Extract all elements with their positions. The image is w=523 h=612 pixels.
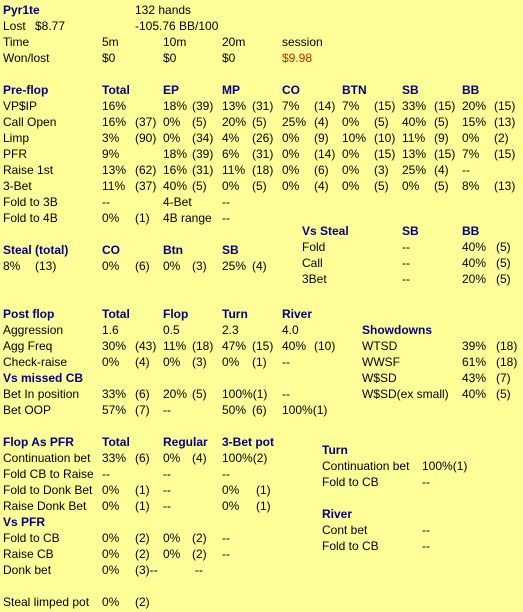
preflop-cell: 0% bbox=[342, 115, 360, 129]
vs-steal-cell: 40% bbox=[462, 256, 487, 270]
preflop-cell: (4) bbox=[314, 179, 329, 193]
vs-missed-cb-title: Vs missed CB bbox=[3, 371, 84, 385]
flop-pfr-row-label: Raise Donk Bet bbox=[3, 499, 87, 513]
showdown-count: (18) bbox=[496, 355, 518, 369]
preflop-cell: (1) bbox=[135, 211, 150, 225]
vs-missed-cell: 100%(1) bbox=[222, 387, 268, 401]
time-col-20m: 20m bbox=[222, 35, 246, 49]
postflop-row-label: Aggression bbox=[3, 323, 64, 337]
preflop-cell: (37) bbox=[135, 115, 157, 129]
preflop-cell: 7% bbox=[282, 99, 300, 113]
flop-pfr-cell: -- bbox=[102, 467, 110, 481]
postflop-cell: 40% bbox=[282, 339, 307, 353]
steal-col-header: CO bbox=[102, 243, 120, 257]
steal-limped-value: 0% bbox=[102, 595, 120, 609]
preflop-col-header: BTN bbox=[342, 83, 367, 97]
vs-pfr-cell: 0% bbox=[102, 531, 120, 545]
vs-missed-row-label: Bet OOP bbox=[3, 403, 52, 417]
preflop-cell: 0% bbox=[163, 115, 181, 129]
preflop-cell: (14) bbox=[314, 147, 336, 161]
vs-missed-cell: 57% bbox=[102, 403, 127, 417]
preflop-cell: 3% bbox=[102, 131, 120, 145]
preflop-cell: 0% bbox=[282, 131, 300, 145]
steal-total-n: (13) bbox=[35, 259, 57, 273]
vs-missed-cell: 50% bbox=[222, 403, 247, 417]
vs-pfr-title: Vs PFR bbox=[3, 515, 46, 529]
flop-pfr-row-label: Fold CB to Raise bbox=[3, 467, 94, 481]
flop-pfr-col-header: 3-Bet pot bbox=[222, 435, 274, 449]
vs-steal-row-label: 3Bet bbox=[302, 272, 327, 286]
vs-missed-cell: -- bbox=[163, 403, 171, 417]
preflop-cell: 4-Bet bbox=[163, 195, 192, 209]
preflop-cell: -- bbox=[462, 163, 470, 177]
preflop-cell: (4) bbox=[314, 115, 329, 129]
preflop-col-header: EP bbox=[163, 83, 180, 97]
steal-col-header: SB bbox=[222, 243, 239, 257]
flop-pfr-title: Flop As PFR bbox=[3, 435, 74, 449]
postflop-cell: (1) bbox=[252, 355, 267, 369]
flop-pfr-cell: 0% bbox=[163, 451, 181, 465]
showdown-value: 61% bbox=[462, 355, 487, 369]
postflop-cell: 11% bbox=[163, 339, 187, 353]
vs-steal-cell: (5) bbox=[496, 256, 511, 270]
preflop-cell: (5) bbox=[252, 179, 267, 193]
vs-pfr-cell: (2) bbox=[192, 547, 207, 561]
preflop-col-header: BB bbox=[462, 83, 480, 97]
preflop-cell: (5) bbox=[434, 179, 449, 193]
vs-steal-cell: (5) bbox=[496, 240, 511, 254]
preflop-row-label: Limp bbox=[3, 131, 30, 145]
steal-limped-count: (2) bbox=[135, 595, 150, 609]
postflop-cell: 0% bbox=[163, 355, 181, 369]
turn-title: Turn bbox=[322, 443, 348, 457]
preflop-cell: 0% bbox=[222, 179, 240, 193]
wonlost-10m: $0 bbox=[163, 51, 177, 65]
flop-pfr-cell: (1) bbox=[135, 483, 150, 497]
steal-cell: (3) bbox=[192, 259, 207, 273]
vs-pfr-cell: 0% bbox=[163, 531, 181, 545]
player-name: Pyr1te bbox=[3, 3, 40, 17]
preflop-cell: 18% bbox=[163, 147, 188, 161]
vs-pfr-cell: (2) bbox=[135, 531, 150, 545]
preflop-cell: (31) bbox=[192, 163, 214, 177]
postflop-title: Post flop bbox=[3, 307, 55, 321]
steal-title: Steal (total) bbox=[3, 243, 69, 257]
vs-steal-col-header: BB bbox=[462, 224, 480, 238]
bb-per-100: -105.76 BB/100 bbox=[135, 19, 219, 33]
preflop-cell: (37) bbox=[135, 179, 157, 193]
preflop-cell: 0% bbox=[282, 179, 300, 193]
showdowns-title: Showdowns bbox=[362, 323, 432, 337]
preflop-cell: (5) bbox=[192, 115, 207, 129]
postflop-cell: (10) bbox=[314, 339, 336, 353]
vs-steal-title: Vs Steal bbox=[302, 224, 349, 238]
flop-pfr-row-label: Fold to Donk Bet bbox=[3, 483, 93, 497]
preflop-cell: 11% bbox=[402, 131, 426, 145]
preflop-row-label: Raise 1st bbox=[3, 163, 54, 177]
postflop-cell: 0% bbox=[102, 355, 120, 369]
preflop-cell: (5) bbox=[434, 115, 449, 129]
flop-pfr-cell: 0% bbox=[102, 499, 120, 513]
preflop-cell: (13) bbox=[494, 115, 516, 129]
river-row-label: Cont bet bbox=[322, 523, 368, 537]
preflop-cell: (9) bbox=[314, 131, 329, 145]
flop-pfr-col-header: Regular bbox=[163, 435, 208, 449]
river-row-value: -- bbox=[422, 523, 430, 537]
postflop-col-header: Total bbox=[102, 307, 130, 321]
flop-pfr-cell: -- bbox=[163, 499, 171, 513]
steal-cell: (4) bbox=[252, 259, 267, 273]
vs-steal-cell: -- bbox=[402, 256, 410, 270]
preflop-cell: 16% bbox=[102, 99, 127, 113]
preflop-cell: (39) bbox=[192, 147, 214, 161]
preflop-cell: 40% bbox=[163, 179, 188, 193]
time-label: Time bbox=[3, 35, 30, 49]
preflop-cell: 0% bbox=[282, 147, 300, 161]
preflop-col-header: CO bbox=[282, 83, 300, 97]
preflop-cell: 33% bbox=[402, 99, 427, 113]
vs-steal-cell: -- bbox=[402, 272, 410, 286]
preflop-cell: 25% bbox=[282, 115, 307, 129]
vs-missed-cell: (6) bbox=[135, 387, 150, 401]
flop-pfr-cell: 0% bbox=[222, 499, 240, 513]
preflop-cell: 0% bbox=[342, 179, 360, 193]
vs-missed-cell: 100%(1) bbox=[282, 403, 328, 417]
postflop-cell: 0% bbox=[222, 355, 240, 369]
turn-row-label: Continuation bet bbox=[322, 459, 410, 473]
preflop-cell: (15) bbox=[494, 99, 516, 113]
showdown-count: (5) bbox=[496, 387, 511, 401]
time-col-5m: 5m bbox=[102, 35, 119, 49]
flop-pfr-cell: 0% bbox=[222, 483, 240, 497]
preflop-cell: (14) bbox=[314, 99, 336, 113]
preflop-cell: 10% bbox=[342, 131, 367, 145]
preflop-cell: 8% bbox=[462, 179, 480, 193]
showdown-value: 39% bbox=[462, 339, 487, 353]
preflop-cell: 11% bbox=[222, 163, 246, 177]
postflop-cell: 0.5 bbox=[163, 323, 180, 337]
preflop-cell: 13% bbox=[402, 147, 427, 161]
preflop-cell: 13% bbox=[222, 99, 247, 113]
river-title: River bbox=[322, 507, 353, 521]
preflop-cell: 40% bbox=[402, 115, 427, 129]
preflop-cell: 0% bbox=[342, 147, 360, 161]
postflop-cell: 2.3 bbox=[222, 323, 239, 337]
time-col-session: session bbox=[282, 35, 323, 49]
preflop-cell: (5) bbox=[374, 179, 389, 193]
vs-steal-row-label: Fold bbox=[302, 240, 326, 254]
preflop-title: Pre-flop bbox=[3, 83, 49, 97]
showdown-label: W$SD bbox=[362, 371, 397, 385]
preflop-row-label: VP$IP bbox=[3, 99, 38, 113]
river-row-label: Fold to CB bbox=[322, 539, 379, 553]
preflop-cell: 7% bbox=[462, 147, 480, 161]
preflop-cell: 0% bbox=[102, 211, 120, 225]
preflop-cell: (15) bbox=[434, 147, 456, 161]
preflop-cell: (15) bbox=[494, 147, 516, 161]
flop-pfr-cell: (6) bbox=[135, 451, 150, 465]
turn-row-label: Fold to CB bbox=[322, 475, 379, 489]
postflop-col-header: Flop bbox=[163, 307, 189, 321]
preflop-cell: 11% bbox=[102, 179, 126, 193]
preflop-cell: 25% bbox=[402, 163, 427, 177]
preflop-cell: (5) bbox=[252, 115, 267, 129]
wonlost-5m: $0 bbox=[102, 51, 116, 65]
flop-pfr-cell: (1) bbox=[256, 483, 271, 497]
vs-missed-cell: 20% bbox=[163, 387, 188, 401]
preflop-cell: 0% bbox=[282, 163, 300, 177]
vs-pfr-row-label: Fold to CB bbox=[3, 531, 60, 545]
preflop-cell: 0% bbox=[342, 163, 360, 177]
preflop-cell: 16% bbox=[163, 163, 188, 177]
showdown-label: WWSF bbox=[362, 355, 400, 369]
postflop-cell: (18) bbox=[192, 339, 214, 353]
vs-pfr-cell: -- bbox=[195, 563, 203, 577]
steal-col-header: Btn bbox=[163, 243, 183, 257]
vs-pfr-cell: 0% bbox=[102, 563, 120, 577]
postflop-cell: (4) bbox=[135, 355, 150, 369]
preflop-cell: 18% bbox=[163, 99, 188, 113]
vs-pfr-cell: (2) bbox=[135, 547, 150, 561]
wonlost-20m: $0 bbox=[222, 51, 236, 65]
preflop-cell: (31) bbox=[252, 147, 274, 161]
vs-pfr-row-label: Raise CB bbox=[3, 547, 54, 561]
preflop-col-header: MP bbox=[222, 83, 240, 97]
preflop-cell: 0% bbox=[462, 131, 480, 145]
vs-steal-row-label: Call bbox=[302, 256, 323, 270]
wonlost-label: Won/lost bbox=[3, 51, 50, 65]
postflop-col-header: Turn bbox=[222, 307, 248, 321]
showdown-label: WTSD bbox=[362, 339, 398, 353]
preflop-cell: (9) bbox=[434, 131, 449, 145]
preflop-cell: 13% bbox=[102, 163, 127, 177]
flop-pfr-cell: -- bbox=[163, 483, 171, 497]
steal-cell: 25% bbox=[222, 259, 247, 273]
showdown-label: W$SD(ex small) bbox=[362, 387, 449, 401]
steal-cell: 0% bbox=[102, 259, 120, 273]
showdown-count: (7) bbox=[496, 371, 511, 385]
preflop-cell: 9% bbox=[102, 147, 120, 161]
flop-pfr-col-header: Total bbox=[102, 435, 130, 449]
vs-pfr-cell: -- bbox=[222, 531, 230, 545]
showdown-count: (18) bbox=[496, 339, 518, 353]
preflop-cell: (90) bbox=[135, 131, 157, 145]
preflop-row-label: PFR bbox=[3, 147, 27, 161]
flop-pfr-cell: 0% bbox=[102, 483, 120, 497]
postflop-cell: 1.6 bbox=[102, 323, 119, 337]
preflop-cell: 16% bbox=[102, 115, 127, 129]
postflop-cell: (43) bbox=[135, 339, 157, 353]
preflop-cell: (34) bbox=[192, 131, 214, 145]
preflop-cell: (5) bbox=[374, 115, 389, 129]
postflop-row-label: Check-raise bbox=[3, 355, 68, 369]
preflop-cell: (13) bbox=[494, 179, 516, 193]
vs-missed-cell: (6) bbox=[252, 403, 267, 417]
flop-pfr-cell: -- bbox=[222, 467, 230, 481]
postflop-cell: (3) bbox=[192, 355, 207, 369]
time-col-10m: 10m bbox=[163, 35, 187, 49]
preflop-row-label: 3-Bet bbox=[3, 179, 32, 193]
preflop-cell: (15) bbox=[374, 147, 396, 161]
preflop-cell: (15) bbox=[374, 99, 396, 113]
flop-pfr-cell: -- bbox=[163, 467, 171, 481]
preflop-cell: (2) bbox=[494, 131, 509, 145]
vs-missed-cell: (7) bbox=[135, 403, 150, 417]
flop-pfr-cell: 100%(2) bbox=[222, 451, 268, 465]
preflop-col-header: SB bbox=[402, 83, 419, 97]
vs-pfr-cell: (3)-- bbox=[135, 563, 158, 577]
hand-count: 132 hands bbox=[135, 3, 192, 17]
postflop-row-label: Agg Freq bbox=[3, 339, 53, 353]
vs-pfr-row-label: Donk bet bbox=[3, 563, 52, 577]
steal-cell: (6) bbox=[135, 259, 150, 273]
vs-steal-cell: 40% bbox=[462, 240, 487, 254]
vs-missed-cell: 33% bbox=[102, 387, 127, 401]
preflop-cell: (62) bbox=[135, 163, 157, 177]
preflop-cell: 6% bbox=[222, 147, 240, 161]
preflop-cell: (18) bbox=[252, 163, 274, 177]
preflop-cell: 7% bbox=[342, 99, 360, 113]
vs-pfr-cell: 0% bbox=[102, 547, 120, 561]
postflop-cell: 47% bbox=[222, 339, 247, 353]
preflop-cell: (10) bbox=[374, 131, 396, 145]
flop-pfr-cell: (1) bbox=[256, 499, 271, 513]
vs-missed-cell: (5) bbox=[192, 387, 207, 401]
steal-limped-label: Steal limped pot bbox=[3, 595, 90, 609]
flop-pfr-cell: (1) bbox=[135, 499, 150, 513]
vs-steal-col-header: SB bbox=[402, 224, 419, 238]
flop-pfr-cell: 33% bbox=[102, 451, 127, 465]
preflop-row-label: Fold to 3B bbox=[3, 195, 58, 209]
turn-row-value: -- bbox=[422, 475, 430, 489]
preflop-cell: (4) bbox=[434, 163, 449, 177]
postflop-cell: (15) bbox=[252, 339, 274, 353]
vs-missed-row-label: Bet In position bbox=[3, 387, 80, 401]
vs-steal-cell: (5) bbox=[496, 272, 511, 286]
postflop-cell: 4.0 bbox=[282, 323, 299, 337]
preflop-cell: (31) bbox=[252, 99, 274, 113]
river-row-value: -- bbox=[422, 539, 430, 553]
preflop-cell: (6) bbox=[314, 163, 329, 177]
preflop-cell: -- bbox=[102, 195, 110, 209]
steal-total: 8% bbox=[3, 259, 21, 273]
postflop-col-header: River bbox=[282, 307, 313, 321]
flop-pfr-row-label: Continuation bet bbox=[3, 451, 91, 465]
preflop-cell: (15) bbox=[434, 99, 456, 113]
showdown-value: 43% bbox=[462, 371, 487, 385]
preflop-cell: (39) bbox=[192, 99, 214, 113]
preflop-row-label: Call Open bbox=[3, 115, 57, 129]
preflop-cell: (3) bbox=[374, 163, 389, 177]
preflop-cell: 0% bbox=[402, 179, 420, 193]
postflop-cell: -- bbox=[282, 355, 290, 369]
postflop-cell: 30% bbox=[102, 339, 127, 353]
preflop-cell: 0% bbox=[163, 131, 181, 145]
vs-steal-cell: 20% bbox=[462, 272, 487, 286]
turn-row-value: 100%(1) bbox=[422, 459, 468, 473]
preflop-row-label: Fold to 4B bbox=[3, 211, 58, 225]
lost-value: $8.77 bbox=[35, 19, 66, 33]
flop-pfr-cell: (4) bbox=[192, 451, 207, 465]
vs-missed-cell: -- bbox=[282, 387, 290, 401]
preflop-cell: 20% bbox=[222, 115, 247, 129]
steal-cell: 0% bbox=[163, 259, 181, 273]
vs-pfr-cell: (2) bbox=[192, 531, 207, 545]
preflop-cell: 4B range bbox=[163, 211, 212, 225]
preflop-cell: 20% bbox=[462, 99, 487, 113]
preflop-cell: 15% bbox=[462, 115, 487, 129]
preflop-cell: 4% bbox=[222, 131, 240, 145]
vs-pfr-cell: -- bbox=[222, 547, 230, 561]
preflop-cell: -- bbox=[222, 211, 230, 225]
showdown-value: 40% bbox=[462, 387, 487, 401]
lost-label: Lost bbox=[3, 19, 26, 33]
preflop-cell: -- bbox=[222, 195, 230, 209]
preflop-col-header: Total bbox=[102, 83, 130, 97]
vs-steal-cell: -- bbox=[402, 240, 410, 254]
preflop-cell: (5) bbox=[192, 179, 207, 193]
preflop-cell: (26) bbox=[252, 131, 274, 145]
vs-pfr-cell: 0% bbox=[163, 547, 181, 561]
wonlost-session: $9.98 bbox=[282, 51, 313, 65]
